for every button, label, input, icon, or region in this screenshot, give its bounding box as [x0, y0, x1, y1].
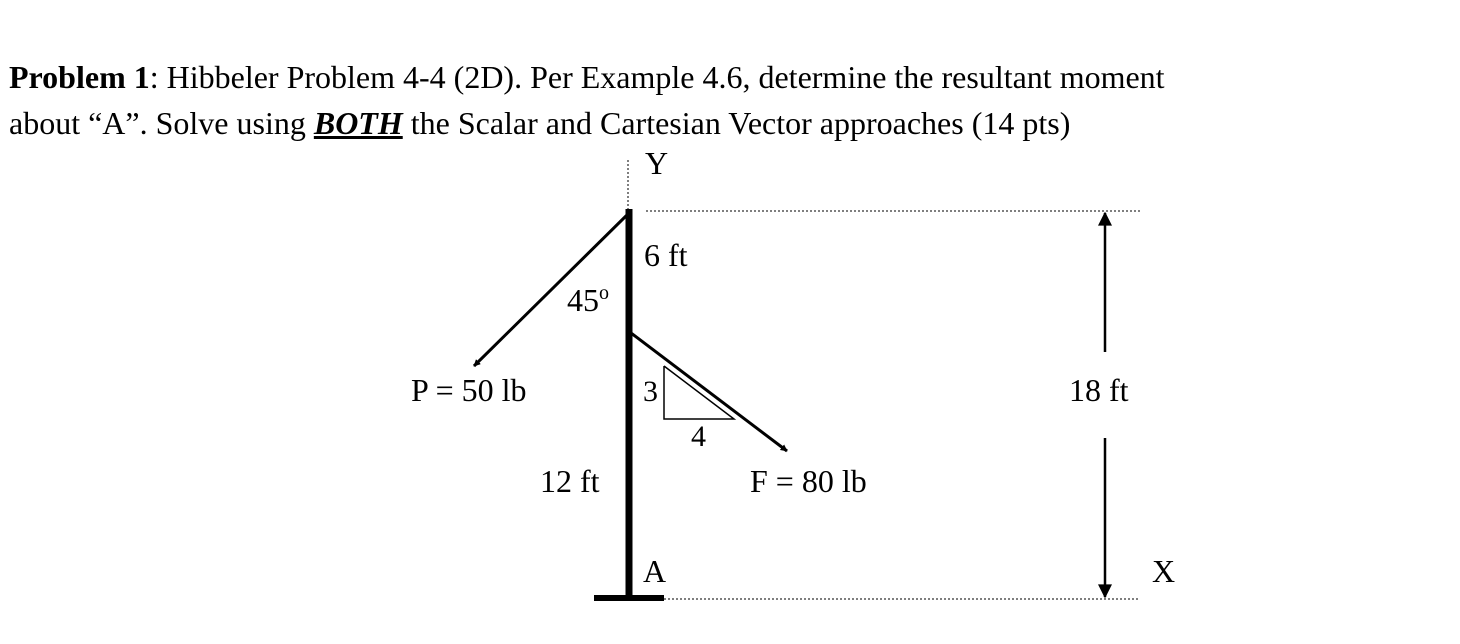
point-a-label: A	[643, 553, 667, 589]
top-segment-label: 6 ft	[644, 237, 688, 273]
angle-label	[567, 282, 609, 318]
problem-emphasis: BOTH	[313, 105, 403, 141]
problem-line-2-end: the Scalar and Cartesian Vector approaches (14 pts)	[402, 105, 1071, 141]
slope-rise-label: 3	[643, 375, 658, 408]
problem-line-2-start: about “A”. Solve using	[9, 105, 314, 141]
force-f-label: F = 80 lb	[750, 463, 867, 499]
x-axis-label: X	[1152, 553, 1176, 589]
slope-run-label: 4	[691, 420, 706, 453]
slope-triangle	[664, 366, 734, 419]
force-p-label: P = 50 lb	[411, 372, 527, 408]
y-axis-label: Y	[645, 145, 669, 181]
bottom-segment-label: 12 ft	[540, 463, 600, 499]
problem-label: Problem 1	[9, 59, 150, 95]
angle-value: 45	[567, 282, 599, 318]
total-height-label: 18 ft	[1069, 372, 1129, 408]
problem-line-1-text: : Hibbeler Problem 4-4 (2D). Per Example 4.6, determine the resultant moment	[149, 59, 1165, 95]
degree-symbol: o	[599, 282, 609, 304]
